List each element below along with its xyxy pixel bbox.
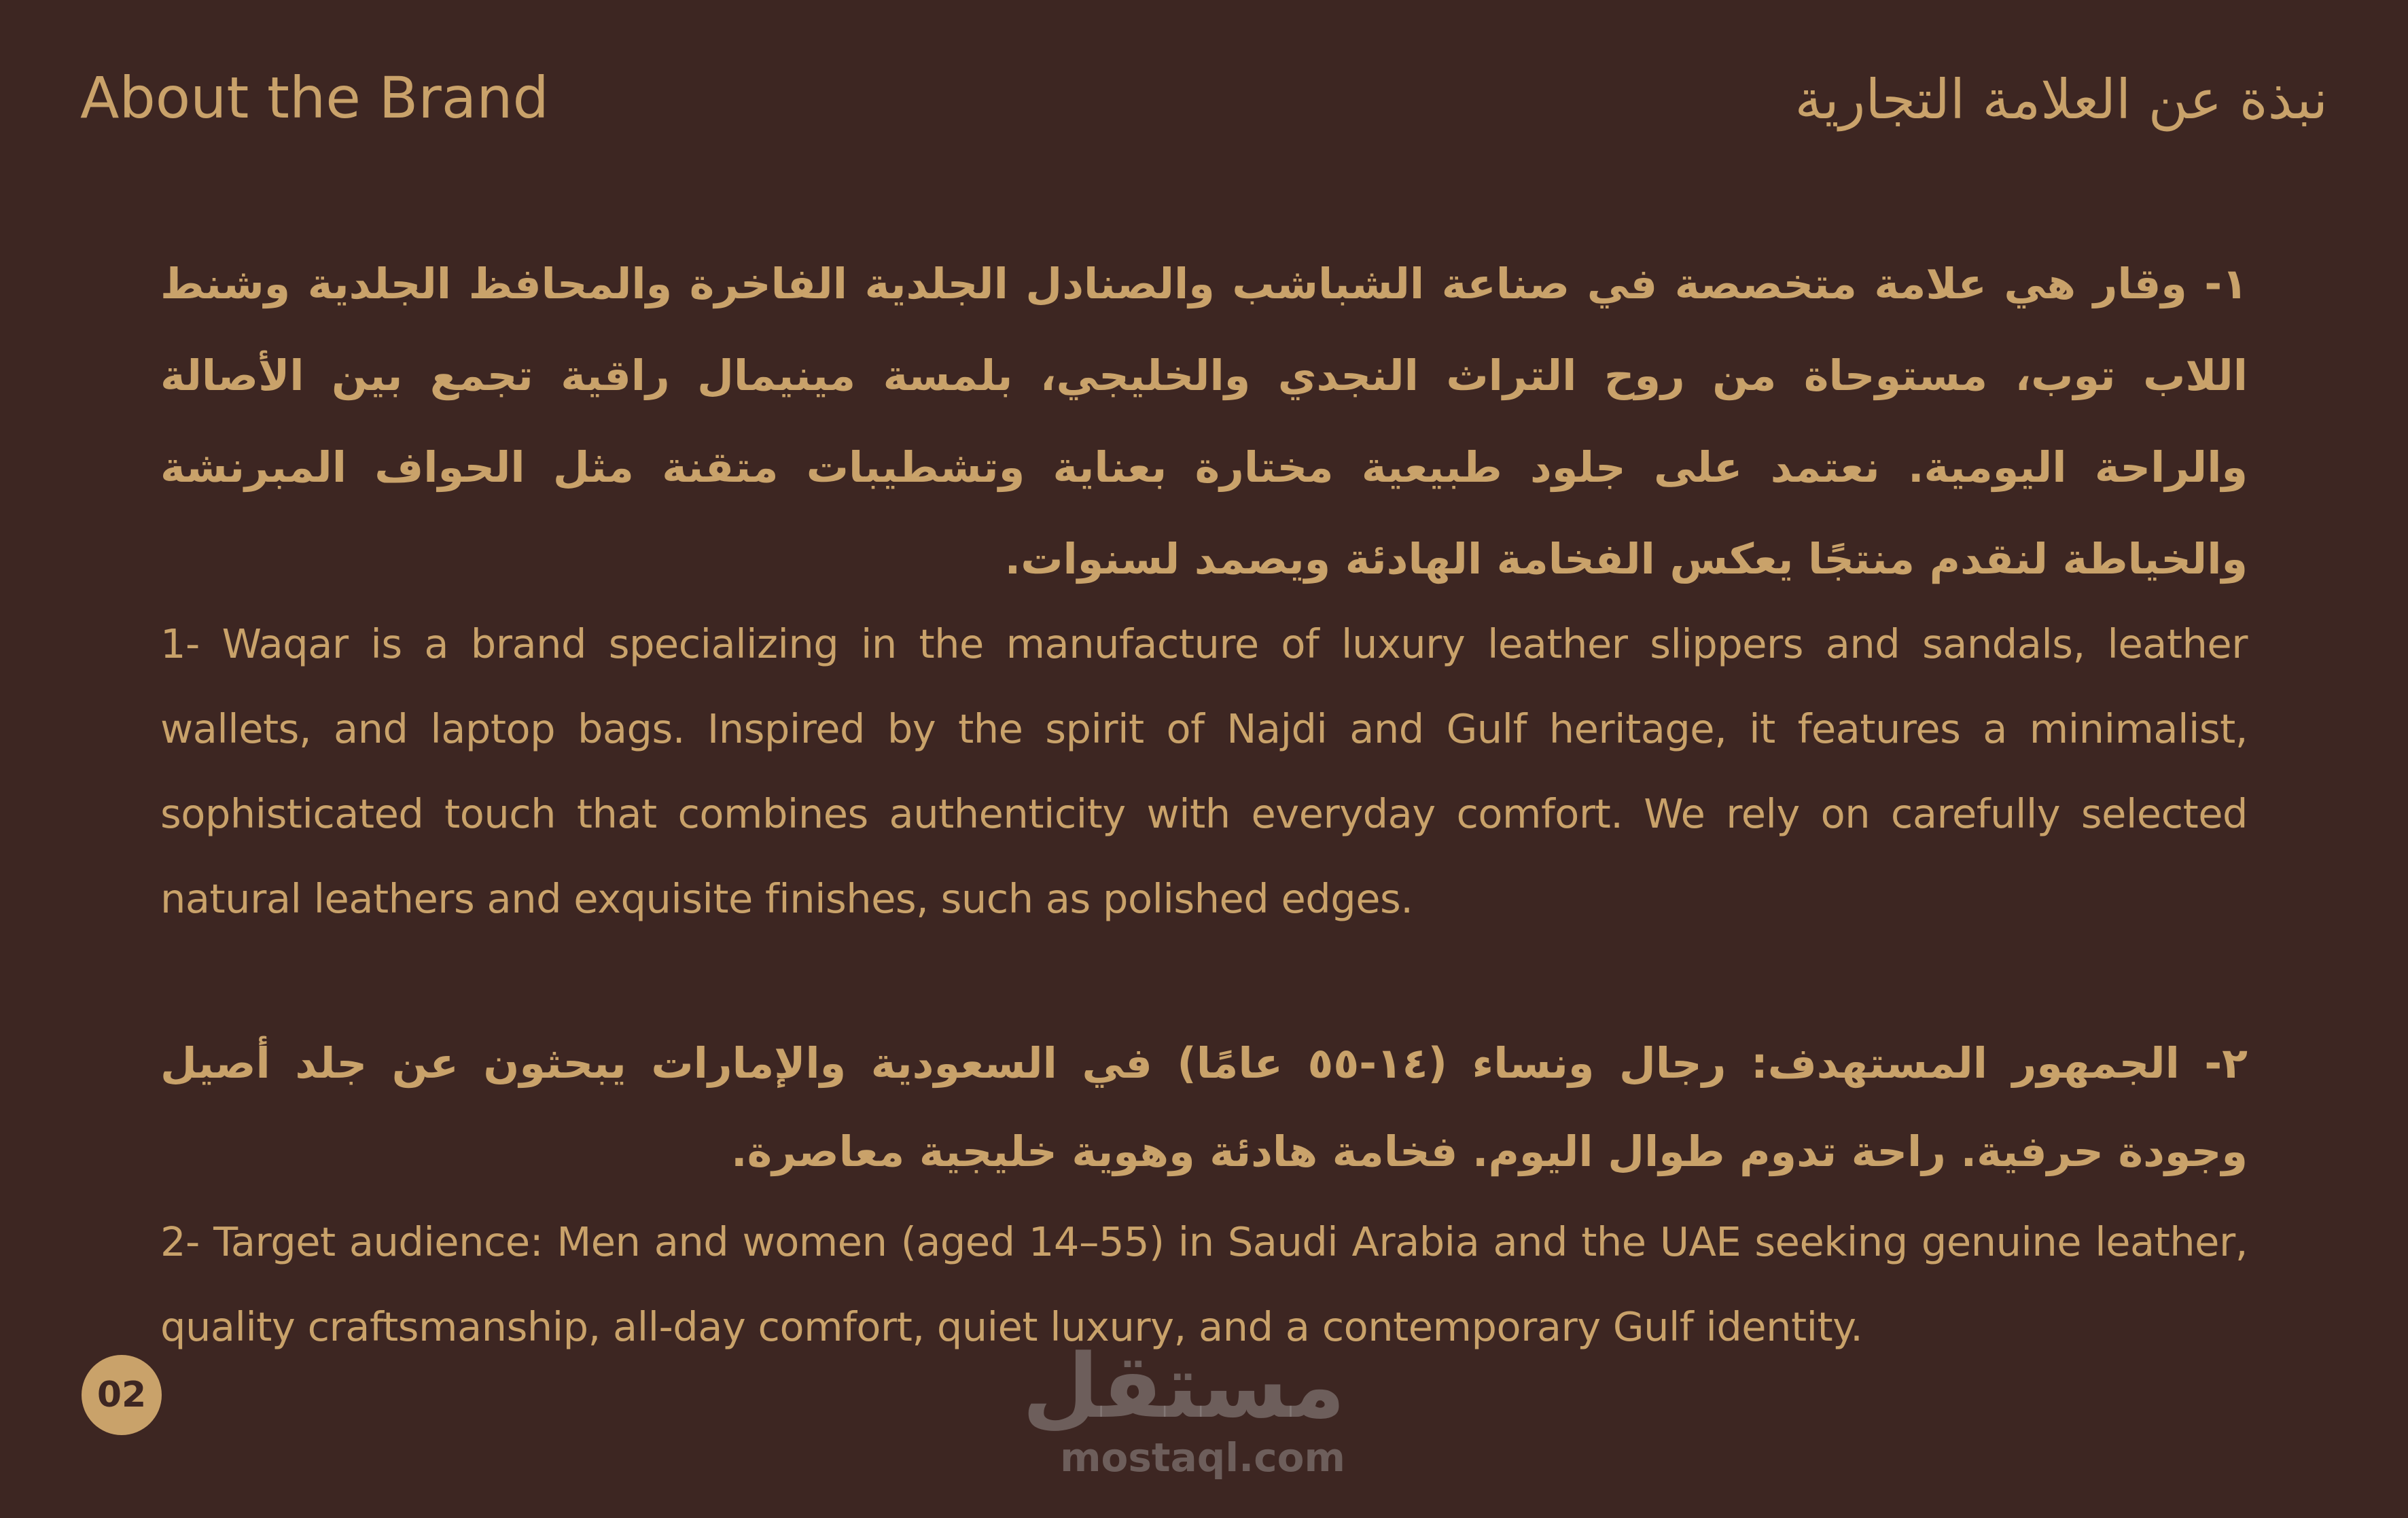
- brand-description-english: 1- Waqar is a brand specializing in the manufacture of luxury leather slippers and sandals, leather wallets, and laptop bags. Inspired by the spirit of Najdi and Gulf heritage, it features a minimalist, sophisticated touch that combines authenticity with everyday comfort. We rely on carefully selected natural leathers and exquisite finishes, such as polished edges.: [160, 620, 2248, 922]
- watermark-arabic-logo: مستقل: [1022, 1335, 1345, 1438]
- brand-description-arabic: ١- وقار هي علامة متخصصة في صناعة الشباشب والصنادل الجلدية الفاخرة والمحافظ الجلدية وشنط اللاب توب، مستوحاة من روح التراث النجدي والخليجي، بلمسة مينيمال راقية تجمع بين الأصالة والراحة اليومية. نعتمد على جلود طبيعية مختارة بعناية وتشطيبات متقنة مثل الحواف المبرنشة والخياطة لنقدم منتجًا يعكس الفخامة الهادئة ويصمد لسنوات.: [160, 259, 2248, 584]
- target-audience-english: 2- Target audience: Men and women (aged 14–55) in Saudi Arabia and the UAE seeking genuine leather, quality craftsmanship, all-day comfort, quiet luxury, and a contemporary Gulf identity.: [160, 1218, 2248, 1350]
- page-number: 02: [96, 1375, 147, 1415]
- mostaql-watermark: [1022, 1335, 1345, 1481]
- target-audience-arabic: ٢- الجمهور المستهدف: رجال ونساء (١٤-٥٥ عامًا) في السعودية والإمارات يبحثون عن جلد أصيل وجودة حرفية. راحة تدوم طوال اليوم. فخامة هادئة وهوية خليجية معاصرة.: [160, 1038, 2248, 1176]
- watermark-url: mostaql.com: [1060, 1434, 1345, 1481]
- page-number-badge: [82, 1355, 162, 1435]
- page-title-english: About the Brand: [80, 65, 549, 131]
- page-title-arabic: نبذة عن العلامة التجارية: [1794, 68, 2328, 131]
